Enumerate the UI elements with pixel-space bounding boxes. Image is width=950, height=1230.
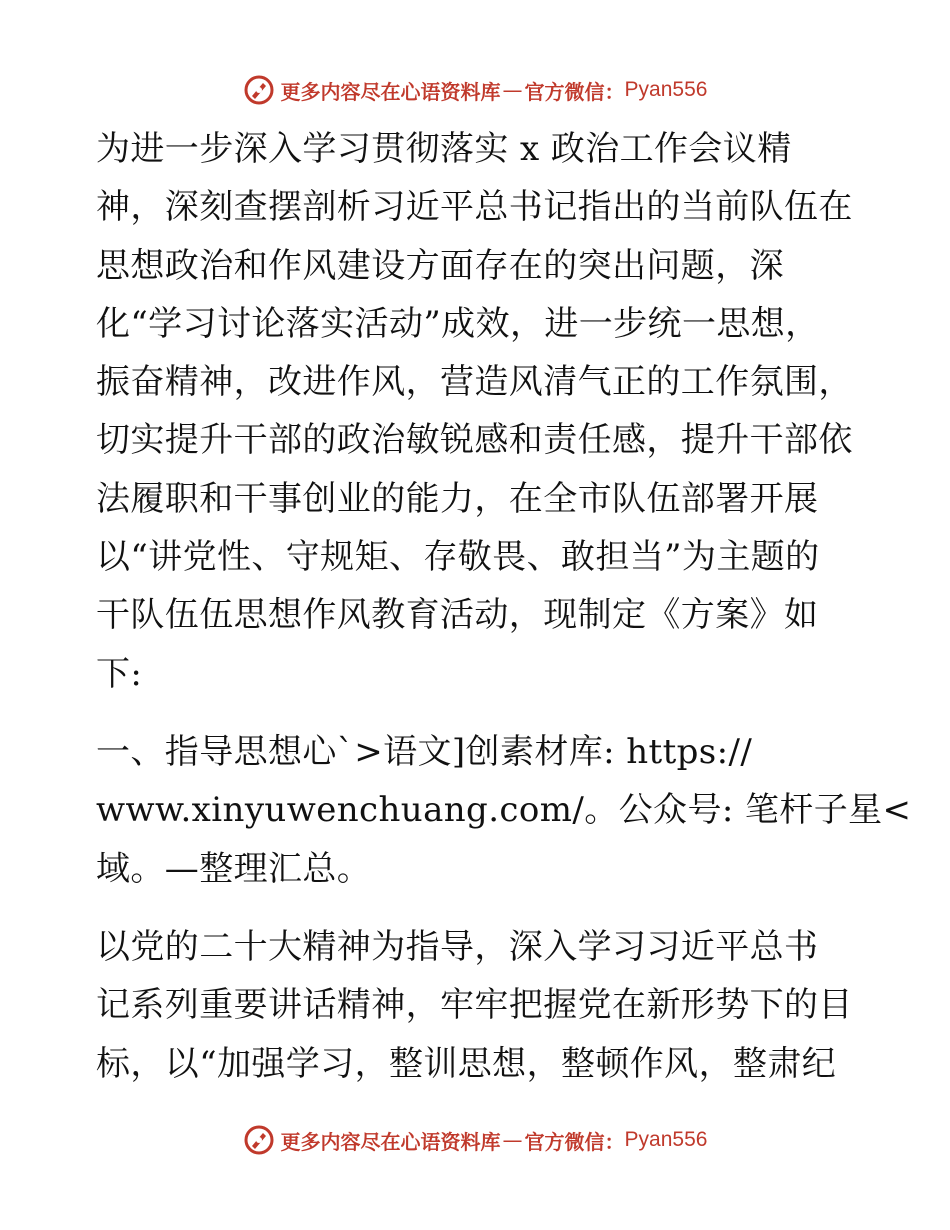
text-line: 记系列重要讲话精神，牢牢把握党在新形势下的目 <box>96 985 853 1026</box>
pen-circle-logo-icon <box>243 74 275 106</box>
text-line: 以“讲党性、守规矩、存敬畏、敢担当”为主题的 <box>96 537 820 578</box>
footer-banner <box>0 1120 950 1160</box>
banner-handle: Pyan556 <box>624 78 708 101</box>
text-line: 域。—整理汇总。 <box>96 848 372 889</box>
text-line: 切实提升干部的政治敏锐感和责任感，提升干部依 <box>96 420 853 461</box>
text-line: 思想政治和作风建设方面存在的突出问题，深 <box>96 245 784 286</box>
paragraph-intro <box>96 120 856 703</box>
text-line: 化“学习讨论落实活动”成效，进一步统一思想， <box>96 303 820 344</box>
text-line: 神，深刻查摆剖析习近平总书记指出的当前队伍在 <box>96 187 853 228</box>
text-line: 标，以“加强学习，整训思想，整顿作风，整肃纪 <box>96 1043 837 1084</box>
text-line: www.xinyuwenchuang.com/。公众号: 笔杆子星< <box>96 790 912 831</box>
text-line: 振奋精神，改进作风，营造风清气正的工作氛围， <box>96 362 853 403</box>
banner-wechat-label: 官方微信： <box>524 1129 625 1154</box>
pen-circle-logo-icon <box>243 1124 275 1156</box>
banner-dash: — <box>502 1128 523 1152</box>
section-heading-line: 一、指导思想心`>语文]创素材库: https:// <box>96 732 753 772</box>
text-line: 为进一步深入学习贯彻落实 x 政治工作会议精 <box>96 129 792 169</box>
banner-handle: Pyan556 <box>624 1128 708 1151</box>
paragraph-guiding-thought <box>96 723 912 898</box>
banner-wechat-label: 官方微信： <box>524 79 625 104</box>
text-line: 法履职和干事创业的能力，在全市队伍部署开展 <box>96 478 819 519</box>
header-banner <box>0 70 950 110</box>
banner-text: 更多内容尽在心语资料库 <box>280 1129 501 1154</box>
banner-dash: — <box>502 78 523 102</box>
text-line: 干队伍伍思想作风教育活动，现制定《方案》如 <box>96 595 819 636</box>
document-body <box>96 120 912 1093</box>
text-line: 下: <box>96 653 143 694</box>
text-line: 以党的二十大精神为指导，深入学习习近平总书 <box>96 927 819 967</box>
paragraph-guidance <box>96 918 856 1093</box>
banner-text: 更多内容尽在心语资料库 <box>280 79 501 104</box>
